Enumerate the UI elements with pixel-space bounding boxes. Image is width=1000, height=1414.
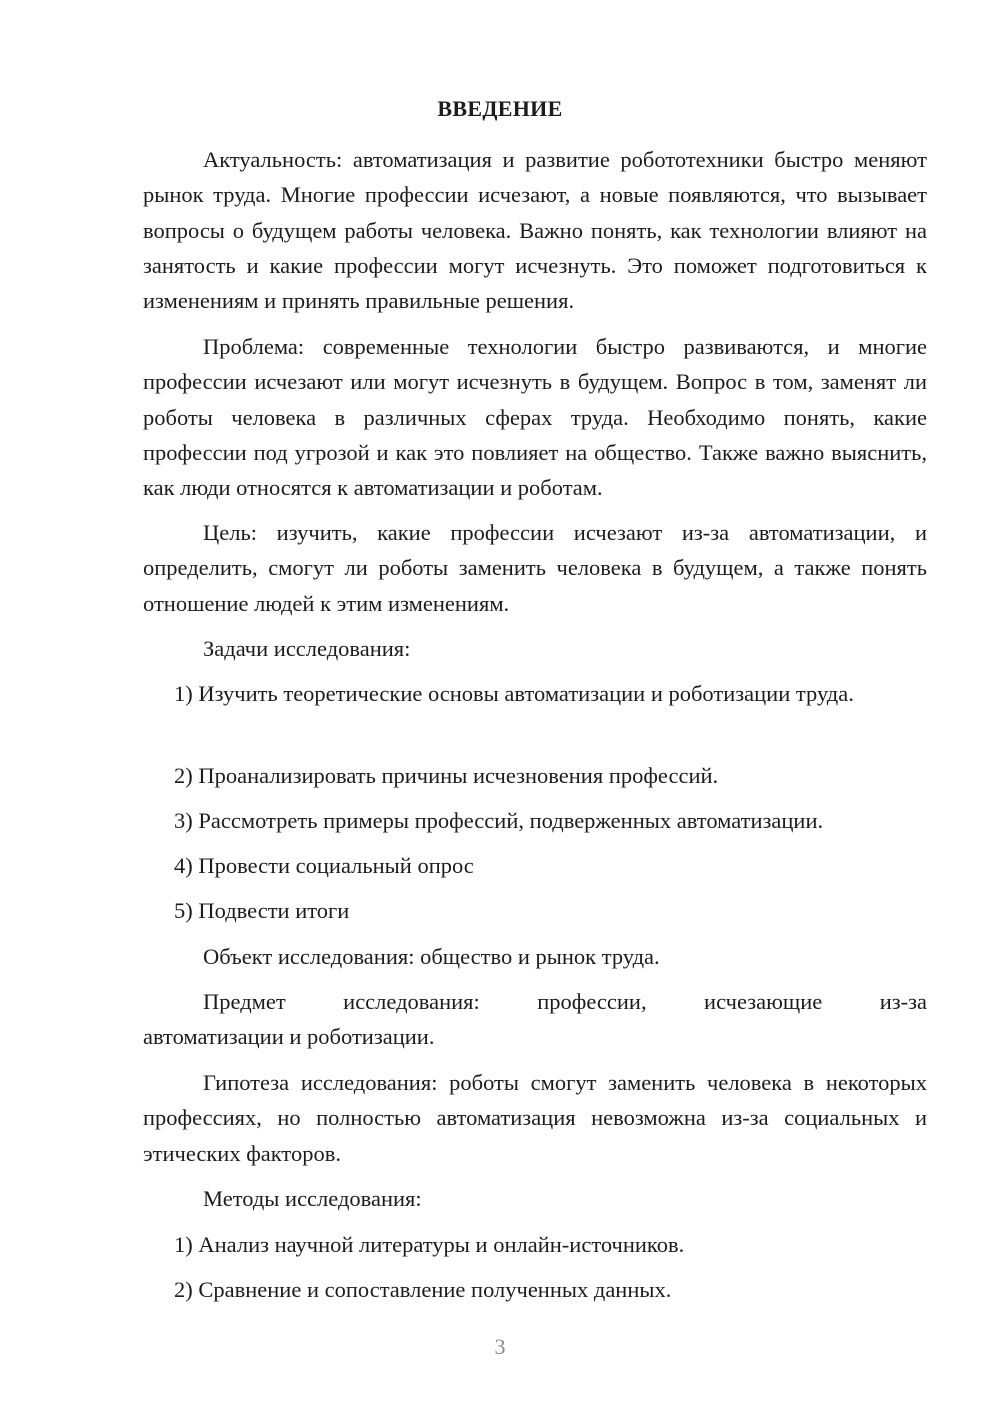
task-item-2: 2) Проанализировать причины исчезновения профессий. xyxy=(174,763,719,788)
task-item-4: 4) Провести социальный опрос xyxy=(174,853,474,878)
method-item-2: 2) Сравнение и сопоставление полученных данных. xyxy=(174,1277,672,1302)
task-item-3: 3) Рассмотреть примеры профессий, подверженных автоматизации. xyxy=(174,808,824,833)
paragraph-goal: Цель: изучить, какие профессии исчезают из-за автоматизации, и определить, смогут ли роботы заменить человека в будущем, а также понять отношение людей к этим изменениям. xyxy=(143,520,927,616)
paragraph-relevance: Актуальность: автоматизация и развитие робототехники быстро меняют рынок труда. Многие профессии исчезают, а новые появляются, что вызывает вопросы о будущем работы человека. Важно понять, как технологии влияют на занятость и какие профессии могут исчезнуть. Это поможет подготовиться к изменениям и принять правильные решения. xyxy=(143,147,927,314)
methods-heading: Методы исследования: xyxy=(203,1186,422,1211)
paragraph-hypothesis: Гипотеза исследования: роботы смогут заменить человека в некоторых профессиях, но полностью автоматизация невозможна из-за социальных и этических факторов. xyxy=(143,1070,927,1166)
page-number: 3 xyxy=(494,1334,506,1359)
paragraph-object: Объект исследования: общество и рынок труда. xyxy=(203,944,660,969)
task-item-5: 5) Подвести итоги xyxy=(174,898,350,923)
method-item-1: 1) Анализ научной литературы и онлайн-источников. xyxy=(174,1232,685,1257)
paragraph-subject-line-1: Предмет исследования: профессии, исчезающие из-за xyxy=(203,989,927,1014)
paragraph-problem: Проблема: современные технологии быстро развиваются, и многие профессии исчезают или могут исчезнуть в будущем. Вопрос в том, заменят ли роботы человека в различных сферах труда. Необходимо понять, какие профессии под угрозой и как это повлияет на общество. Также важно выяснить, как люди относятся к автоматизации и роботам. xyxy=(143,334,927,501)
task-item-1: 1) Изучить теоретические основы автоматизации и роботизации труда. xyxy=(174,681,854,706)
paragraph-subject-line-2: автоматизации и роботизации. xyxy=(143,1024,435,1049)
page-title: ВВЕДЕНИЕ xyxy=(437,96,563,121)
tasks-heading: Задачи исследования: xyxy=(203,636,411,661)
